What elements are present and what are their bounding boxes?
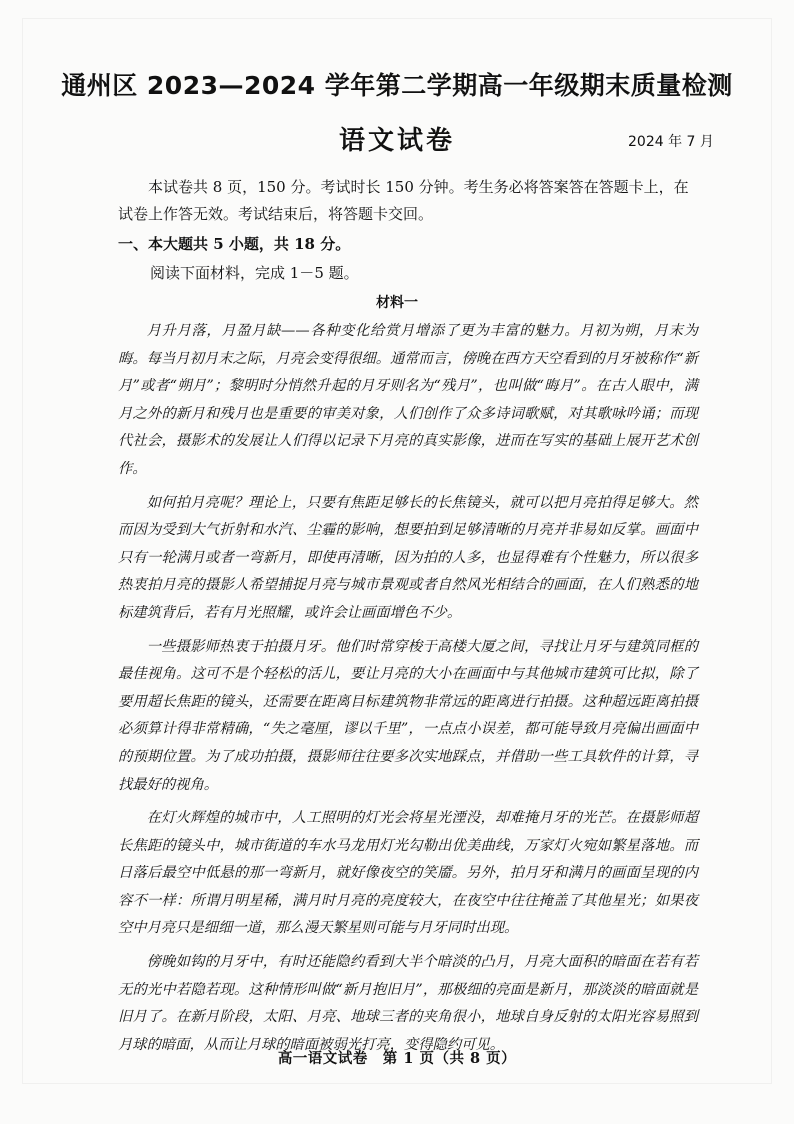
exam-instructions xyxy=(118,174,698,228)
paragraph: 月升月落，月盈月缺——各种变化给赏月增添了更为丰富的魅力。月初为朔，月末为晦。每当月初月末之际，月亮会变得很细。通常而言，傍晚在西方天空看到的月牙被称作“新月”或者“朔月”；黎明时分悄然升起的月牙则名为“残月”，也叫做“晦月”。在古人眼中，满月之外的新月和残月也是重要的审美对象，人们创作了众多诗词歌赋，对其歌咏吟诵；而现代社会，摄影术的发展让人们得以记录下月亮的真实影像，进而在写实的基础上展开艺术创作。 xyxy=(118,323,698,477)
paragraph: 在灯火辉煌的城市中，人工照明的灯光会将星光湮没，却难掩月牙的光芒。在摄影师超长焦距的镜头中，城市街道的车水马龙用灯光勾勒出优美曲线，万家灯火宛如繁星落地。而日落后最空中低悬的那一弯新月，就好像夜空的笑靥。另外，拍月牙和满月的画面呈现的内容不一样：所谓月明星稀，满月时月亮的亮度较大，在夜空中往往掩盖了其他星光；如果夜空中月亮只是细细一道，那么漫天繁星则可能与月牙同时出现。 xyxy=(118,810,698,937)
instructions-text: 本试卷共 8 页，150 分。考试时长 150 分钟。考生务必将答案答在答题卡上，在试卷上作答无效。考试结束后，将答题卡交回。 xyxy=(118,178,689,223)
paragraph: 傍晚如钩的月牙中，有时还能隐约看到大半个暗淡的凸月，月亮大面积的暗面在若有若无的光中若隐若现。这种情形叫做“新月抱旧月”，那极细的亮面是新月，那淡淡的暗面就是旧月了。在新月阶段，太阳、月亮、地球三者的夹角很小，地球自身反射的太阳光容易照到月球的暗面，从而让月球的暗面被弱光打亮，变得隐约可见。 xyxy=(118,954,698,1053)
section-heading: 一、本大题共 5 小题，共 18 分。 xyxy=(118,235,351,253)
paragraph: 一些摄影师热衷于拍摄月牙。他们时常穿梭于高楼大厦之间，寻找让月牙与建筑同框的最佳视角。这可不是个轻松的活儿，要让月亮的大小在画面中与其他城市建筑可比拟，除了要用超长焦距的镜头，还需要在距离目标建筑物非常远的距离进行拍摄。这种超远距离拍摄必须算计得非常精确，“失之毫厘，谬以千里”，一点点小误差，都可能导致月亮偏出画面中的预期位置。为了成功拍摄，摄影师往往要多次实地踩点，并借助一些工具软件的计算，寻找最好的视角。 xyxy=(118,638,698,793)
reading-instruction: 阅读下面材料，完成 1－5 题。 xyxy=(150,264,359,282)
material-body xyxy=(118,318,698,1065)
paragraph: 如何拍月亮呢？理论上，只要有焦距足够长的长焦镜头，就可以把月亮拍得足够大。然而因为受到大气折射和水汽、尘霾的影响，想要拍到足够清晰的月亮并非易如反掌。画面中只有一轮满月或者一弯新月，即使再清晰，因为拍的人多，也显得难有个性魅力，所以很多热衷拍月亮的摄影人希望捕捉月亮与城市景观或者自然风光相结合的画面，在人们熟悉的地标建筑背后，若有月光照耀，或许会让画面增色不少。 xyxy=(118,494,698,621)
page-footer: 高一语文试卷 第 1 页（共 8 页） xyxy=(277,1050,517,1067)
exam-subtitle: 语文试卷 xyxy=(338,126,455,156)
exam-title: 通州区 2023—2024 学年第二学期高一年级期末质量检测 xyxy=(61,71,733,100)
material-label: 材料一 xyxy=(376,295,418,311)
exam-date: 2024 年 7 月 xyxy=(628,134,714,150)
